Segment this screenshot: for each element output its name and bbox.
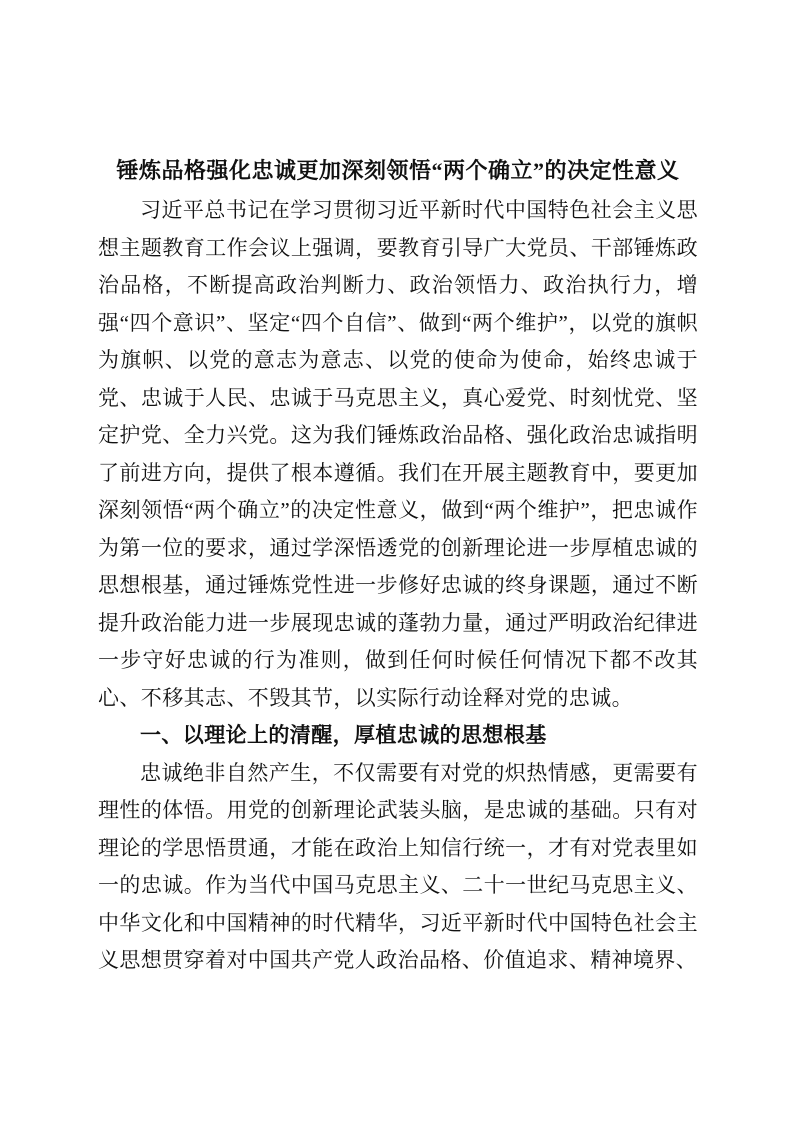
document-title: 锤炼品格强化忠诚更加深刻领悟“两个确立”的决定性意义 xyxy=(116,158,680,183)
paragraph-2: 忠诚绝非自然产生，不仅需要有对党的炽热情感，更需要有理性的体悟。用党的创新理论武装头脑，是忠诚的基础。只有对理论的学思悟贯通，才能在政治上知信行统一，才有对党表里如一的忠诚。作为当代中国马克思主义、二十一世纪马克思主义、中华文化和中国精神的时代精华，习近平新时代中国特色社会主义思想贯穿着对中国共产党人政治品格、价值追求、精神境界、 xyxy=(98,760,698,972)
section-heading-1: 一、以理论上的清醒，厚植忠诚的思想根基 xyxy=(140,723,547,747)
paragraph-1: 习近平总书记在学习贯彻习近平新时代中国特色社会主义思想主题教育工作会议上强调，要教育引导广大党员、干部锤炼政治品格，不断提高政治判断力、政治领悟力、政治执行力，增强“四个意识”、坚定“四个自信”、做到“两个维护”，以党的旗帜为旗帜、以党的意志为意志、以党的使命为使命，始终忠诚于党、忠诚于人民、忠诚于马克思主义，真心爱党、时刻忧党、坚定护党、全力兴党。这为我们锤炼政治品格、强化政治忠诚指明了前进方向，提供了根本遵循。我们在开展主题教育中，要更加深刻领悟“两个确立”的决定性意义，做到“两个维护”，把忠诚作为第一位的要求，通过学深悟透党的创新理论进一步厚植忠诚的思想根基，通过锤炼党性进一步修好忠诚的终身课题，通过不断提升政治能力进一步展现忠诚的蓬勃力量，通过严明政治纪律进一步守好忠诚的行为准则，做到任何时候任何情况下都不改其心、不移其志、不毁其节，以实际行动诠释对党的忠诚。 xyxy=(98,198,698,710)
